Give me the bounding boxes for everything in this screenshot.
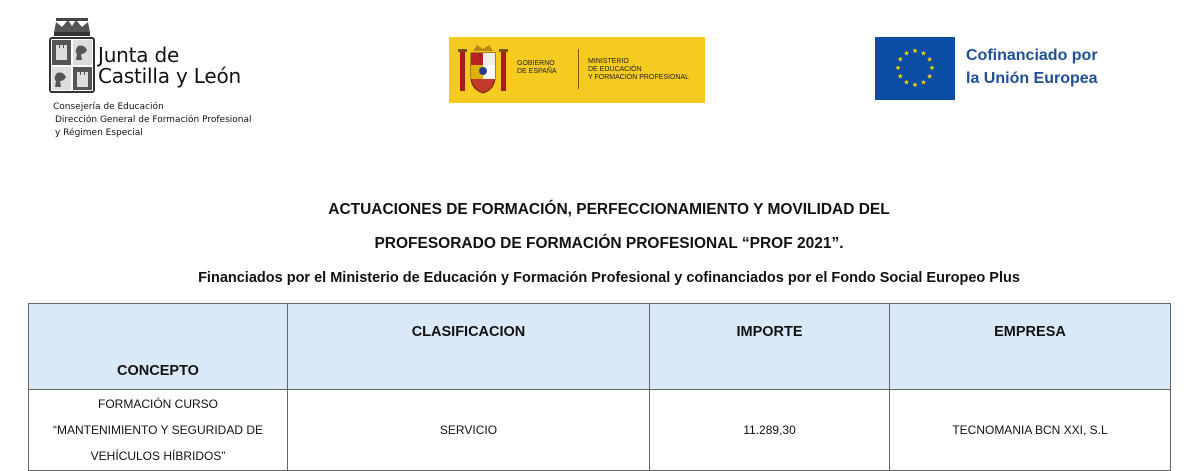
svg-text:★: ★ — [926, 72, 933, 81]
cell-importe: 11.289,30 — [650, 390, 890, 471]
ministerio-label — [588, 58, 689, 82]
header-importe: IMPORTE — [650, 304, 890, 390]
header-clasificacion: CLASIFICACION — [288, 304, 650, 390]
jcyl-sub-line3: y Régimen Especial — [55, 128, 143, 138]
actuaciones-table — [28, 303, 1171, 471]
svg-text:★: ★ — [894, 64, 902, 72]
eu-cofinanciado-text — [966, 44, 1098, 90]
concepto-line1: FORMACIÓN CURSO — [98, 397, 218, 411]
svg-text:★: ★ — [903, 49, 910, 58]
cell-empresa: TECNOMANIA BCN XXI, S.L — [890, 390, 1171, 471]
ministerio-line1: MINISTERIO — [588, 58, 629, 65]
ministerio-line3: Y FORMACIÓN PROFESIONAL — [588, 74, 689, 81]
svg-text:★: ★ — [911, 81, 919, 89]
header-concepto: CONCEPTO — [29, 304, 288, 390]
eu-line2: la Unión Europea — [966, 70, 1098, 87]
svg-text:★: ★ — [903, 78, 910, 87]
cell-concepto — [29, 390, 288, 471]
jcyl-sub-line2: Dirección General de Formación Profesional — [55, 115, 252, 125]
document-title-line1: ACTUACIONES DE FORMACIÓN, PERFECCIONAMIENTO Y MOVILIDAD DEL — [328, 201, 890, 218]
jcyl-name — [98, 45, 241, 87]
gobierno-espana-logo — [449, 37, 705, 103]
document-subtitle: Financiados por el Ministerio de Educación y Formación Profesional y cofinanciados por el Fondo Social Europeo Plus — [198, 270, 1020, 286]
jcyl-sub-line1: Consejería de Educación — [53, 102, 164, 112]
ministerio-line2: DE EDUCACIÓN — [588, 66, 642, 73]
eu-line1: Cofinanciado por — [966, 47, 1098, 64]
eu-flag-icon — [875, 37, 955, 100]
document-title-line2: PROFESORADO DE FORMACIÓN PROFESIONAL “PROF 2021”. — [374, 235, 844, 252]
svg-text:★: ★ — [928, 64, 936, 72]
svg-text:★: ★ — [897, 55, 904, 64]
cell-clasificacion: SERVICIO — [288, 390, 650, 471]
svg-text:★: ★ — [926, 55, 933, 64]
svg-text:★: ★ — [897, 72, 904, 81]
jcyl-name-line1: Junta de — [98, 43, 180, 67]
concepto-line3: VEHÍCULOS HÍBRIDOS” — [90, 449, 226, 463]
spain-coat-of-arms-icon — [457, 43, 509, 97]
gobierno-line1: GOBIERNO — [517, 60, 555, 67]
gobierno-separator — [578, 49, 579, 89]
gobierno-line2: DE ESPAÑA — [517, 68, 557, 75]
jcyl-department — [53, 101, 251, 140]
jcyl-shield-icon — [48, 18, 96, 94]
svg-text:★: ★ — [920, 49, 927, 58]
table-header-row — [29, 304, 1171, 390]
concepto-line2: “MANTENIMIENTO Y SEGURIDAD DE — [52, 423, 264, 437]
svg-text:★: ★ — [920, 78, 927, 87]
eu-cofinanciado-logo — [875, 37, 1175, 101]
gobierno-label — [517, 60, 557, 76]
svg-text:★: ★ — [911, 47, 919, 55]
table-row — [29, 390, 1171, 471]
header-empresa: EMPRESA — [890, 304, 1171, 390]
jcyl-logo — [48, 18, 308, 148]
jcyl-name-line2: Castilla y León — [98, 64, 241, 88]
